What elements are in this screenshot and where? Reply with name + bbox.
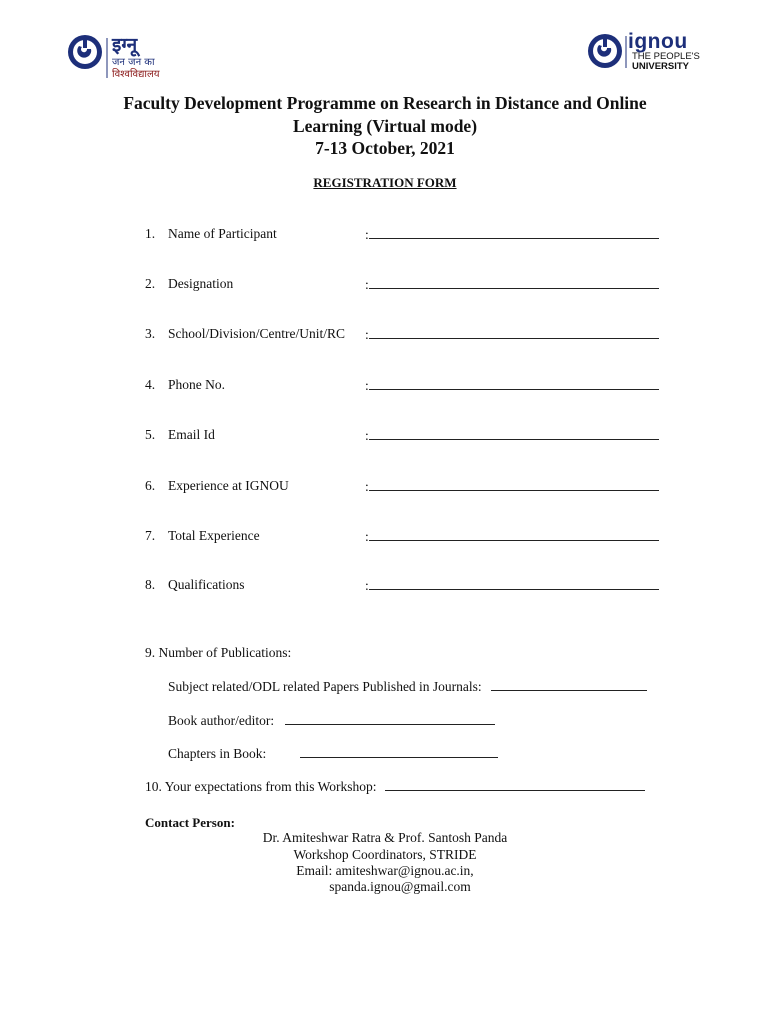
title-line-2: Learning (Virtual mode) xyxy=(292,115,478,136)
field-blank[interactable] xyxy=(369,276,659,289)
field-label: Designation xyxy=(168,276,234,291)
field-input-line[interactable] xyxy=(365,377,659,394)
field-colon: : xyxy=(365,529,369,544)
field-number: 4. xyxy=(145,377,156,392)
field-colon: : xyxy=(365,327,369,342)
expectations-field[interactable] xyxy=(385,778,645,791)
contact-heading: Contact Person: xyxy=(145,815,235,830)
field-colon: : xyxy=(365,578,369,593)
field-input-line[interactable] xyxy=(365,577,659,594)
ignou-emblem-icon xyxy=(68,35,102,69)
field-blank[interactable] xyxy=(369,577,659,590)
field-input-line[interactable] xyxy=(365,326,659,343)
field-colon: : xyxy=(365,428,369,443)
hindi-tagline-university: विश्वविद्यालय xyxy=(112,69,160,80)
field-input-line[interactable] xyxy=(365,226,659,243)
brand-tagline-line1: THE PEOPLE'S xyxy=(632,51,700,62)
field-blank[interactable] xyxy=(369,478,659,491)
field-number: 5. xyxy=(145,427,156,442)
contact-role: Workshop Coordinators, STRIDE xyxy=(293,847,477,862)
publications-chapters-row xyxy=(168,745,498,762)
field-colon: : xyxy=(365,277,369,292)
contact-email-2: spanda.ignou@gmail.com xyxy=(329,879,471,894)
field-label: Total Experience xyxy=(168,528,260,543)
ignou-emblem-icon xyxy=(588,34,622,68)
field-colon: : xyxy=(365,479,369,494)
field-input-line[interactable] xyxy=(365,276,659,293)
field-blank[interactable] xyxy=(369,326,659,339)
books-count-field[interactable] xyxy=(285,712,495,725)
field-blank[interactable] xyxy=(369,427,659,440)
field-colon: : xyxy=(365,227,369,242)
field-label: Name of Participant xyxy=(168,226,277,241)
field-label: Email Id xyxy=(168,427,215,442)
field-number: 3. xyxy=(145,326,156,341)
field-number: 8. xyxy=(145,577,156,592)
field-number: 6. xyxy=(145,478,156,493)
contact-email-1: Email: amiteshwar@ignou.ac.in, xyxy=(296,863,474,878)
contact-name: Dr. Amiteshwar Ratra & Prof. Santosh Panda xyxy=(262,830,508,845)
hindi-brand-name: इग्नू xyxy=(112,34,138,56)
publications-papers-row xyxy=(168,678,647,695)
field-input-line[interactable] xyxy=(365,427,659,444)
title-line-3: 7-13 October, 2021 xyxy=(315,138,455,158)
field-input-line[interactable] xyxy=(365,478,659,495)
hindi-tagline: जन जन का xyxy=(112,57,155,68)
brand-tagline-line2: UNIVERSITY xyxy=(632,61,690,72)
field-blank[interactable] xyxy=(369,377,659,390)
field-input-line[interactable] xyxy=(365,528,659,545)
papers-count-field[interactable] xyxy=(491,678,647,691)
title-line-1: Faculty Development Programme on Research in Distance and Online xyxy=(123,93,647,113)
brand-name: ignou xyxy=(628,30,688,53)
expectations-row xyxy=(145,778,645,795)
field-blank[interactable] xyxy=(369,226,659,239)
page-title xyxy=(0,92,770,160)
publications-chapters-label: Chapters in Book: xyxy=(168,746,267,761)
publications-papers-label: Subject related/ODL related Papers Published in Journals: xyxy=(168,679,482,694)
publications-heading: 9. Number of Publications: xyxy=(145,645,292,660)
field-number: 7. xyxy=(145,528,156,543)
field-label: Qualifications xyxy=(168,577,245,592)
publications-books-row xyxy=(168,712,495,729)
field-label: Phone No. xyxy=(168,377,225,392)
chapters-count-field[interactable] xyxy=(300,745,498,758)
publications-books-label: Book author/editor: xyxy=(168,713,275,728)
form-title: REGISTRATION FORM xyxy=(313,175,457,190)
field-blank[interactable] xyxy=(369,528,659,541)
field-number: 1. xyxy=(145,226,156,241)
field-colon: : xyxy=(365,378,369,393)
field-label: Experience at IGNOU xyxy=(168,478,289,493)
expectations-label: 10. Your expectations from this Workshop: xyxy=(145,779,377,794)
field-number: 2. xyxy=(145,276,156,291)
field-label: School/Division/Centre/Unit/RC xyxy=(168,326,346,341)
